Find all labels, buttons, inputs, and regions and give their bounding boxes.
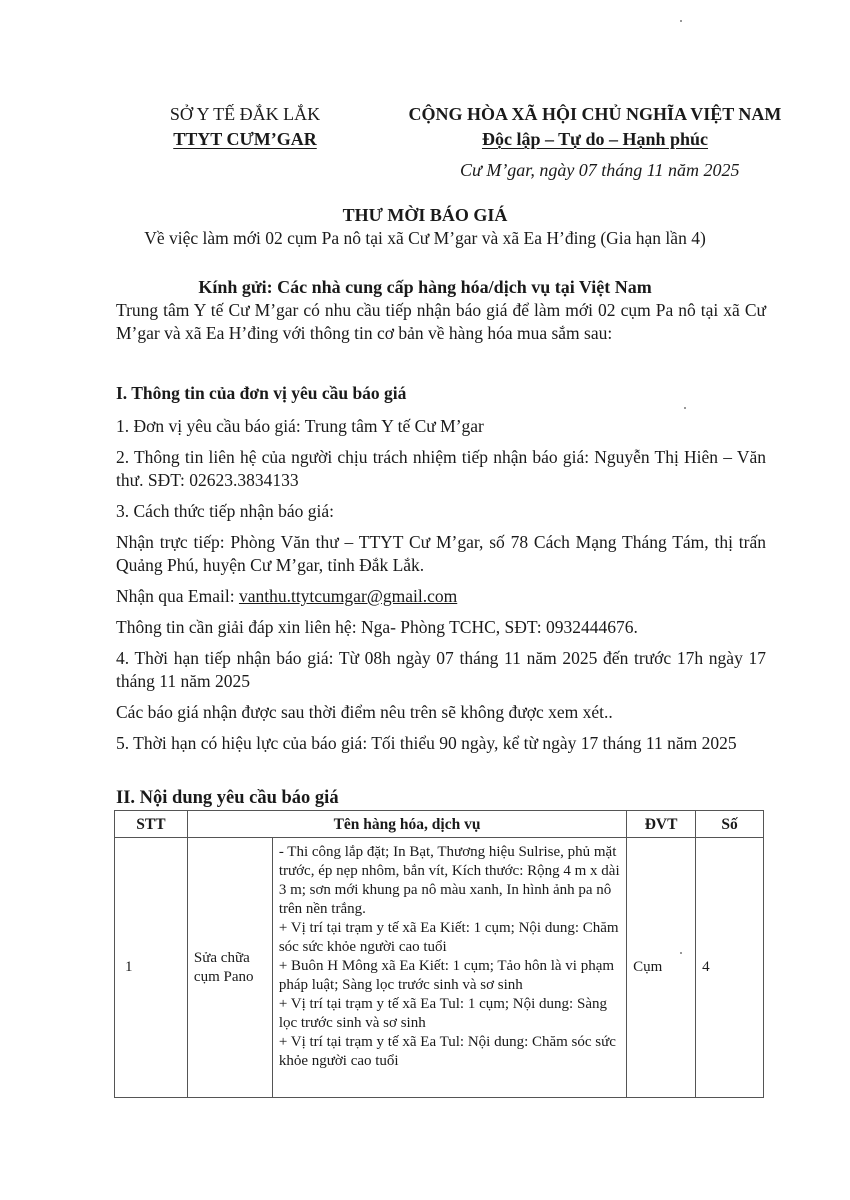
- intro-paragraph: Trung tâm Y tế Cư M’gar có nhu cầu tiếp nhận báo giá để làm mới 02 cụm Pa nô tại xã Cư M’gar và xã Ea H’đing với thông tin cơ bản về hàng hóa mua sắm sau:: [116, 300, 766, 343]
- description-line: - Thi công lắp đặt; In Bạt, Thương hiệu Sulrise, phủ mặt trước, ép nẹp nhôm, bắn vít, Kích thước: Rộng 4 m x dài 3 m; sơn mới khung pa nô màu xanh, In hình ảnh pa nô trên nền trắng.: [278, 844, 620, 917]
- section1-item2: 2. Thông tin liên hệ của người chịu trách nhiệm tiếp nhận báo giá: Nguyễn Thị Hiên – Văn thư. SĐT: 02623.3834133: [116, 447, 766, 490]
- national-motto: Độc lập – Tự do – Hạnh phúc: [481, 129, 709, 149]
- quote-request-table: [114, 810, 764, 1098]
- scan-speck: [684, 407, 686, 409]
- cell-unit: Cụm: [627, 838, 696, 1098]
- place-and-date: Cư M’gar, ngày 07 tháng 11 năm 2025: [460, 160, 740, 180]
- header-unit: ĐVT: [627, 811, 696, 838]
- description-line: + Vị trí tại trạm y tế xã Ea Kiết: 1 cụm; Nội dung: Chăm sóc sức khỏe người cao tuổi: [278, 920, 619, 955]
- scan-speck: [680, 952, 682, 954]
- issuing-agency: [150, 102, 340, 152]
- cell-quantity: 4: [696, 838, 764, 1098]
- receive-email-line: [116, 585, 766, 608]
- header-stt: STT: [115, 811, 188, 838]
- contact-info: Thông tin cần giải đáp xin liên hệ: Nga- Phòng TCHC, SĐT: 0932444676.: [116, 617, 638, 637]
- section1-item3: 3. Cách thức tiếp nhận báo giá:: [116, 501, 334, 521]
- section2-heading: II. Nội dung yêu cầu báo giá: [116, 788, 339, 808]
- document-title: THƯ MỜI BÁO GIÁ: [342, 205, 508, 225]
- section1-item4: 4. Thời hạn tiếp nhận báo giá: Từ 08h ngày 07 tháng 11 năm 2025 đến trước 17h ngày 17 tháng 11 năm 2025: [116, 648, 766, 691]
- description-line: + Buôn H Mông xã Ea Kiết: 1 cụm; Tảo hôn là vi phạm pháp luật; Sàng lọc trước sinh và sơ sinh: [278, 958, 615, 993]
- cell-item-name: Sửa chữa cụm Pano: [187, 838, 272, 1098]
- salutation: Kính gửi: Các nhà cung cấp hàng hóa/dịch vụ tại Việt Nam: [198, 277, 652, 297]
- receive-direct: Nhận trực tiếp: Phòng Văn thư – TTYT Cư M’gar, số 78 Cách Mạng Tháng Tám, thị trấn Quảng Phú, huyện Cư M’gar, tỉnh Đắk Lắk.: [116, 532, 766, 575]
- email-link[interactable]: vanthu.ttytcumgar@gmail.com: [238, 586, 458, 606]
- table-row: [115, 838, 764, 1098]
- email-label: Nhận qua Email:: [116, 586, 239, 606]
- nation-title: CỘNG HÒA XÃ HỘI CHỦ NGHĨA VIỆT NAM: [408, 104, 782, 124]
- national-header: [372, 102, 818, 152]
- description-line: + Vị trí tại trạm y tế xã Ea Tul: 1 cụm; Nội dung: Sàng lọc trước sinh và sơ sinh: [278, 996, 607, 1031]
- document-subtitle: Về việc làm mới 02 cụm Pa nô tại xã Cư M’gar và xã Ea H’đing (Gia hạn lần 4): [144, 228, 706, 248]
- description-line: + Vị trí tại trạm y tế xã Ea Tul: Nội dung: Chăm sóc sức khỏe người cao tuổi: [278, 1034, 616, 1069]
- header-item-name: Tên hàng hóa, dịch vụ: [187, 811, 626, 838]
- agency-name: SỞ Y TẾ ĐẮK LẮK: [169, 104, 321, 124]
- unit-name: TTYT CƯM’GAR: [173, 129, 317, 149]
- section1-item1: 1. Đơn vị yêu cầu báo giá: Trung tâm Y tế Cư M’gar: [116, 416, 484, 436]
- cell-description: [272, 838, 626, 1098]
- cell-stt: 1: [115, 838, 188, 1098]
- late-quote-note: Các báo giá nhận được sau thời điểm nêu trên sẽ không được xem xét..: [116, 702, 613, 722]
- section1-item5: 5. Thời hạn có hiệu lực của báo giá: Tối thiểu 90 ngày, kể từ ngày 17 tháng 11 năm 2025: [116, 733, 737, 753]
- section1-heading: I. Thông tin của đơn vị yêu cầu báo giá: [116, 383, 407, 403]
- scan-speck: [680, 20, 682, 22]
- header-quantity: Số: [696, 811, 764, 838]
- table-header-row: [115, 811, 764, 838]
